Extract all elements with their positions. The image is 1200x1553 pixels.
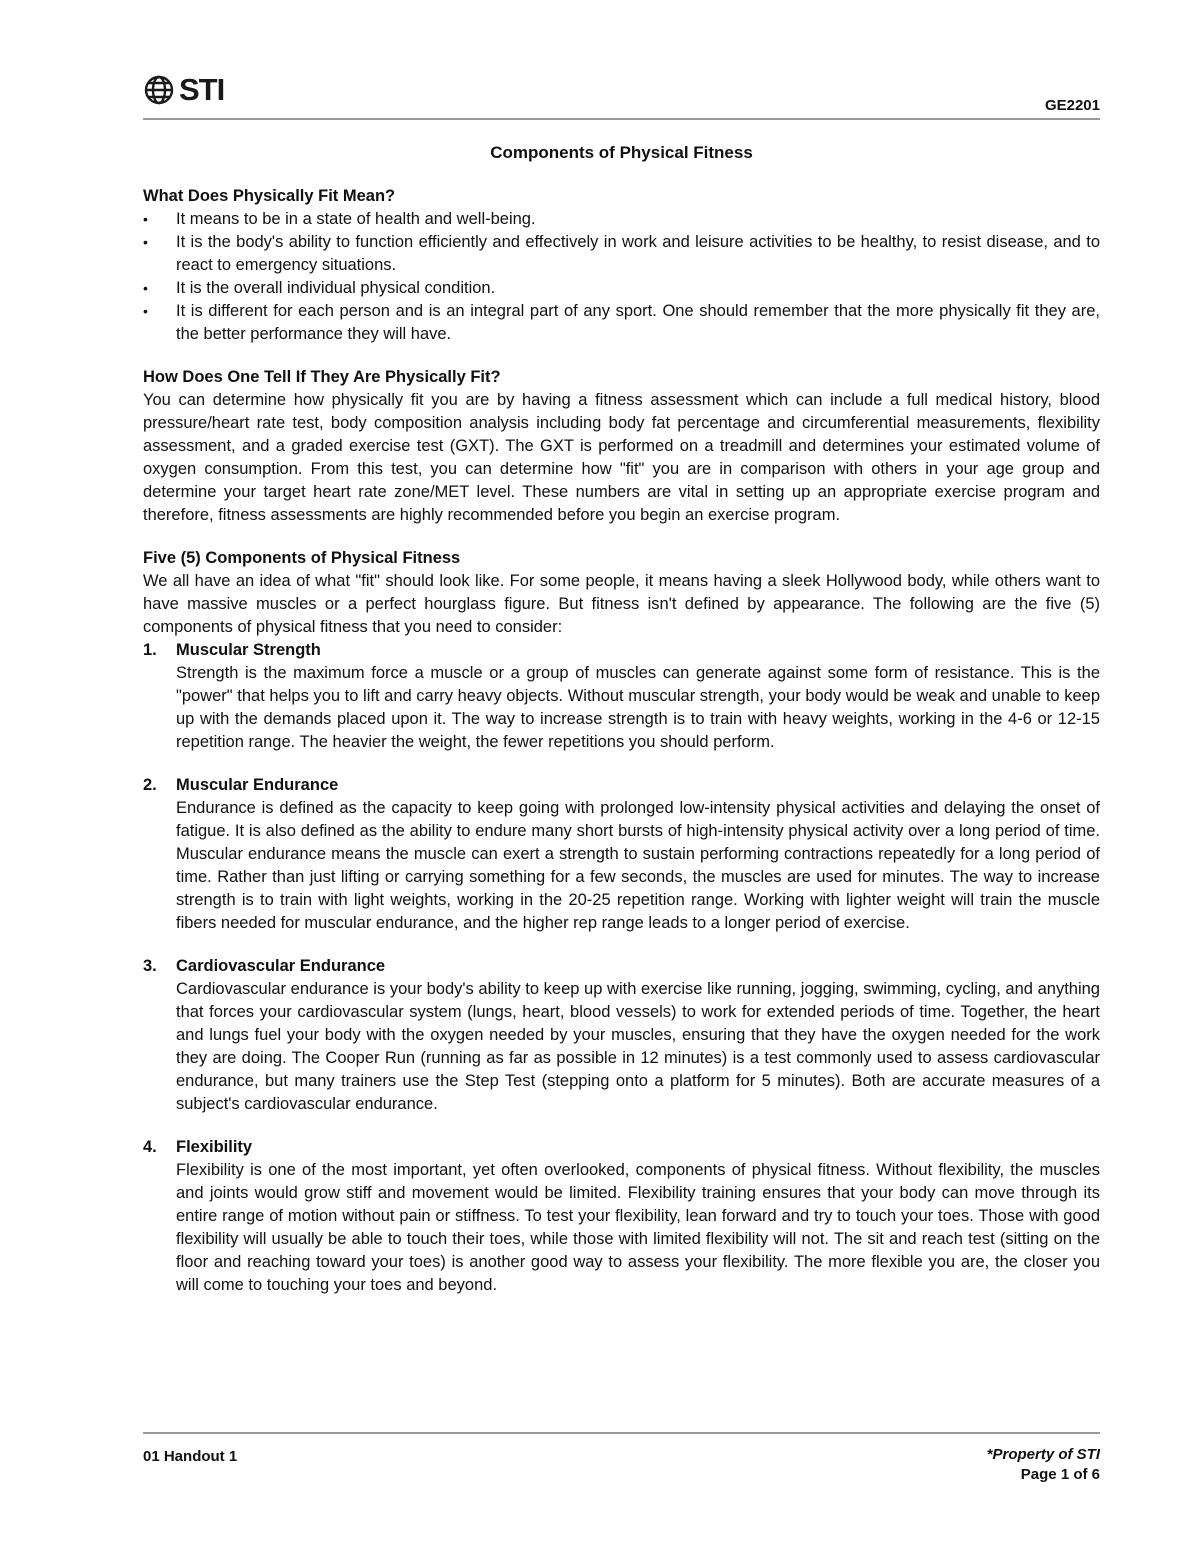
component-item [143, 1136, 1100, 1297]
component-number: 4. [143, 1138, 157, 1156]
component-body: Flexibility is one of the most important, yet often overlooked, components of physical fitness. Without flexibility, the muscles and joints would grow stiff and movement would be limited. Flexibility training ensures that your body can move through its entire range of motion without pain or stiffness. To test your flexibility, lean forward and try to touch your toes. Those with good flexibility will usually be able to touch their toes, while those with limited flexibility will not. The sit and reach test (sitting on the floor and reaching toward your toes) is another good way to assess your flexibility. The more flexible you are, the closer you will come to touching your toes and beyond. [176, 1161, 1100, 1294]
footer-divider [143, 1432, 1100, 1434]
paragraph-components-intro: We all have an idea of what "fit" should look like. For some people, it means having a sleek Hollywood body, while others want to have massive muscles or a perfect hourglass figure. But fitness isn't defined by appearance. The following are the five (5) components of physical fitness that you need to consider: [143, 572, 1100, 636]
sti-logo [143, 72, 224, 108]
fit-meaning-list [143, 208, 1100, 346]
section-heading-tell-fit: How Does One Tell If They Are Physically Fit? [143, 368, 501, 386]
header-divider [143, 118, 1100, 120]
component-title: Muscular Strength [176, 641, 321, 659]
component-body: Strength is the maximum force a muscle or a group of muscles can generate against some form of resistance. This is the "power" that helps you to lift and carry heavy objects. Without muscular strength, your body would be weak and unable to keep up with the demands placed upon it. The way to increase strength is to train with heavy weights, working in the 4-6 or 12-15 repetition range. The heavier the weight, the fewer repetitions you should perform. [176, 664, 1100, 751]
section-heading-five-components: Five (5) Components of Physical Fitness [143, 549, 461, 567]
list-item: • It means to be in a state of health and well-being. [143, 208, 1100, 231]
property-notice: *Property of STI [986, 1446, 1100, 1463]
list-item: • It is the overall individual physical condition. [143, 277, 1100, 300]
component-body: Cardiovascular endurance is your body's ability to keep up with exercise like running, jogging, swimming, cycling, and anything that forces your cardiovascular system (lungs, heart, blood vessels) to work for extended periods of time. Together, the heart and lungs fuel your body with the oxygen needed by your muscles, ensuring that they have the oxygen needed for the work they are doing. The Cooper Run (running as far as possible in 12 minutes) is a test commonly used to assess cardiovascular endurance, but many trainers use the Step Test (stepping onto a platform for 5 minutes). Both are accurate measures of a subject's cardiovascular endurance. [176, 980, 1100, 1113]
component-item [143, 955, 1100, 1116]
component-title: Muscular Endurance [176, 776, 339, 794]
section-heading-fit-meaning: What Does Physically Fit Mean? [143, 187, 396, 205]
document-body [143, 138, 1100, 1317]
logo-text: STI [179, 72, 225, 107]
component-title: Flexibility [176, 1138, 253, 1156]
component-item [143, 639, 1100, 754]
list-item: • It is different for each person and is an integral part of any sport. One should remember that the more physically fit they are, the better performance they will have. [143, 300, 1100, 346]
course-code: GE2201 [1044, 97, 1100, 114]
component-number: 3. [143, 957, 157, 975]
component-body: Endurance is defined as the capacity to keep going with prolonged low-intensity physical activities and delaying the onset of fatigue. It is also defined as the ability to endure many short bursts of high-intensity physical activity over a long period of time. Muscular endurance means the muscle can exert a strength to sustain performing contractions repeatedly for a long period of time. Rather than just lifting or carrying something for a few seconds, the muscles are used for minutes. The way to increase strength is to train with light weights, working in the 20-25 repetition range. Working with lighter weight will train the muscle fibers needed for muscular endurance, and the higher rep range leads to a longer period of exercise. [176, 799, 1100, 932]
component-number: 2. [143, 776, 157, 794]
page-footer [987, 1445, 1100, 1485]
component-item [143, 774, 1100, 935]
page-header [143, 72, 1100, 120]
paragraph-tell-fit: You can determine how physically fit you are by having a fitness assessment which can include a full medical history, blood pressure/heart rate test, body composition analysis including body fat percentage and circumferential measurements, flexibility assessment, and a graded exercise test (GXT). The GXT is performed on a treadmill and determines your estimated volume of oxygen consumption. From this test, you can determine how "fit" you are in comparison with others in your age group and determine your target heart rate zone/MET level. These numbers are vital in setting up an appropriate exercise program and therefore, fitness assessments are highly recommended before you begin an exercise program. [143, 391, 1100, 524]
page-title: Components of Physical Fitness [490, 143, 753, 162]
handout-label: 01 Handout 1 [143, 1448, 238, 1465]
list-item: • It is the body's ability to function efficiently and effectively in work and leisure activities to be healthy, to resist disease, and to react to emergency situations. [143, 231, 1100, 277]
page-number: Page 1 of 6 [1020, 1466, 1100, 1483]
component-title: Cardiovascular Endurance [176, 957, 386, 975]
components-list [143, 639, 1100, 1297]
component-number: 1. [143, 641, 157, 659]
globe-icon [143, 74, 177, 106]
